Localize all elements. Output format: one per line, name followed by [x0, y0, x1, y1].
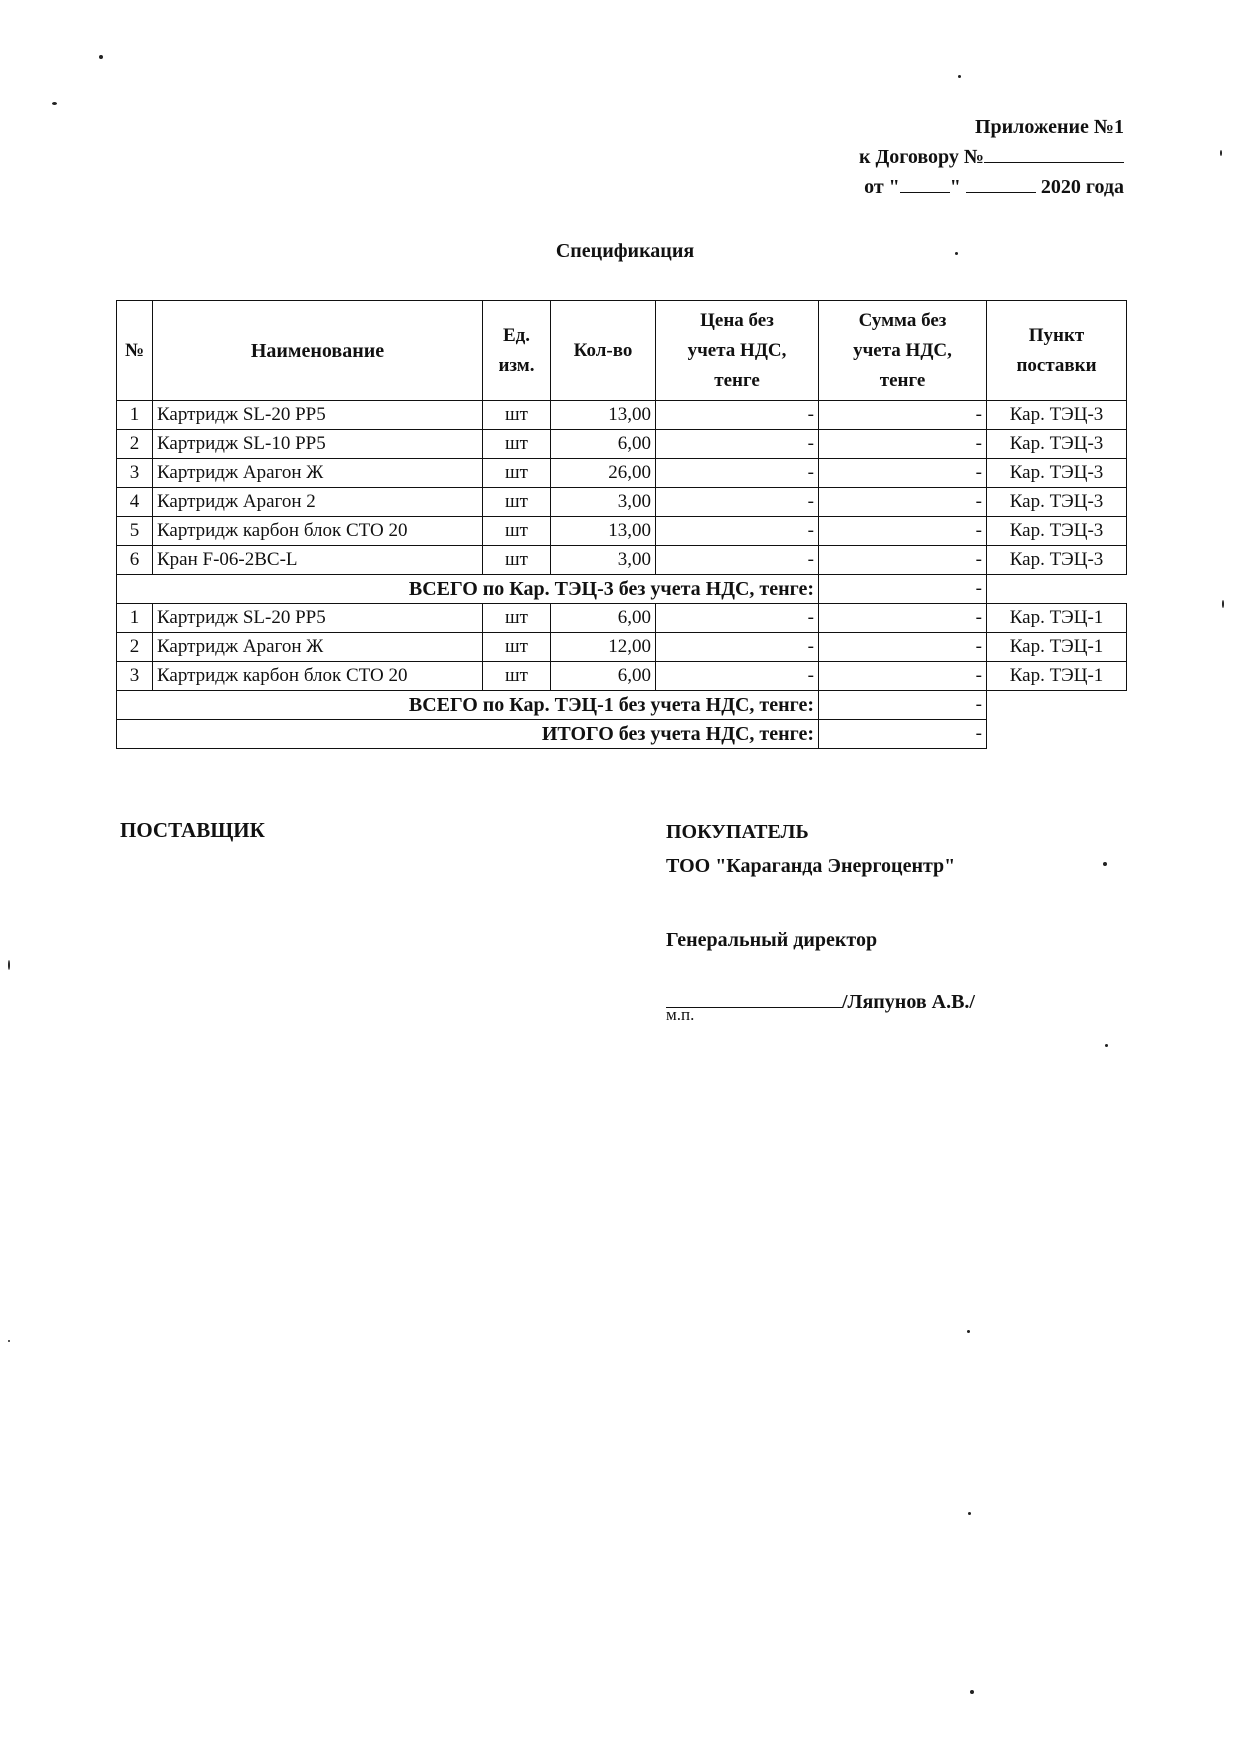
table-row [117, 546, 1127, 575]
row-name: Картридж SL-20 PP5 [153, 401, 483, 430]
row-sum: - [819, 401, 987, 430]
row-num: 2 [117, 633, 153, 662]
row-sum: - [819, 430, 987, 459]
row-place: Кар. ТЭЦ-3 [987, 488, 1127, 517]
row-price: - [656, 662, 819, 691]
scan-speck [1103, 862, 1107, 866]
scan-speck [968, 1512, 971, 1515]
row-sum: - [819, 604, 987, 633]
row-qty: 6,00 [551, 430, 656, 459]
date-year: 2020 года [1040, 176, 1124, 198]
row-num: 1 [117, 401, 153, 430]
subtotal-value: - [819, 575, 987, 604]
row-name: Картридж карбон блок СТО 20 [153, 517, 483, 546]
row-place: Кар. ТЭЦ-3 [987, 459, 1127, 488]
row-price: - [656, 546, 819, 575]
buyer-label: ПОКУПАТЕЛЬ [666, 821, 809, 843]
buyer-role: Генеральный директор [666, 929, 878, 951]
scan-speck [52, 102, 57, 105]
place-header-line: Пункт [1028, 324, 1085, 346]
row-price: - [656, 488, 819, 517]
table-row [117, 459, 1127, 488]
subtotal-label: ВСЕГО по Кар. ТЭЦ-3 без учета НДС, тенге: [117, 575, 819, 604]
subtotal-row-tec1 [117, 691, 1127, 720]
row-unit: шт [483, 546, 551, 575]
row-unit: шт [483, 488, 551, 517]
sum-header-line: учета НДС, [853, 339, 952, 361]
row-place: Кар. ТЭЦ-3 [987, 430, 1127, 459]
row-place: Кар. ТЭЦ-3 [987, 517, 1127, 546]
row-name: Картридж Арагон Ж [153, 459, 483, 488]
contract-number-blank [984, 144, 1124, 163]
document-header [859, 112, 1124, 202]
row-qty: 26,00 [551, 459, 656, 488]
sum-header-line: Сумма без [858, 309, 947, 331]
column-header-place [987, 301, 1127, 401]
row-sum: - [819, 546, 987, 575]
scan-speck [1105, 1044, 1108, 1047]
subtotal-value: - [819, 691, 987, 720]
subtotal-row-tec3 [117, 575, 1127, 604]
table-row [117, 604, 1127, 633]
row-unit: шт [483, 401, 551, 430]
row-name: Картридж Арагон 2 [153, 488, 483, 517]
row-sum: - [819, 633, 987, 662]
row-sum: - [819, 488, 987, 517]
row-unit: шт [483, 633, 551, 662]
row-sum: - [819, 459, 987, 488]
column-header-unit [483, 301, 551, 401]
price-header-line: тенге [714, 369, 760, 391]
row-price: - [656, 604, 819, 633]
supplier-label: ПОСТАВЩИК [120, 818, 265, 842]
row-qty: 13,00 [551, 401, 656, 430]
scan-speck [8, 960, 10, 970]
row-num: 2 [117, 430, 153, 459]
appendix-title: Приложение №1 [974, 116, 1124, 138]
place-header-line: поставки [1016, 354, 1097, 376]
row-qty: 13,00 [551, 517, 656, 546]
row-unit: шт [483, 459, 551, 488]
signature-line [666, 985, 975, 1019]
row-unit: шт [483, 430, 551, 459]
unit-header-line: изм. [498, 354, 535, 376]
row-qty: 6,00 [551, 604, 656, 633]
column-header-sum [819, 301, 987, 401]
row-name: Картридж карбон блок СТО 20 [153, 662, 483, 691]
stamp-label: м.п. [666, 1005, 695, 1024]
date-month-blank [966, 174, 1036, 193]
contract-reference [859, 142, 1124, 172]
row-qty: 3,00 [551, 546, 656, 575]
specification-table [116, 300, 1127, 749]
row-num: 5 [117, 517, 153, 546]
row-sum: - [819, 517, 987, 546]
date-day-blank [900, 174, 950, 193]
row-price: - [656, 430, 819, 459]
row-num: 1 [117, 604, 153, 633]
buyer-block [666, 815, 975, 1019]
table-row [117, 430, 1127, 459]
row-place: Кар. ТЭЦ-3 [987, 401, 1127, 430]
row-price: - [656, 459, 819, 488]
document-title: Спецификация [555, 240, 695, 262]
buyer-name: /Ляпунов А.В./ [842, 991, 975, 1013]
scan-speck [958, 75, 961, 78]
date-mid: " [949, 176, 961, 198]
column-header-price [656, 301, 819, 401]
table-row [117, 517, 1127, 546]
grand-total-row [117, 720, 1127, 749]
row-num: 3 [117, 662, 153, 691]
table-header-row [117, 301, 1127, 401]
grand-total-value: - [819, 720, 987, 749]
row-price: - [656, 517, 819, 546]
row-sum: - [819, 662, 987, 691]
table-row [117, 401, 1127, 430]
scan-speck [955, 252, 958, 255]
row-place: Кар. ТЭЦ-1 [987, 662, 1127, 691]
scan-speck [1222, 600, 1224, 608]
table-row [117, 633, 1127, 662]
row-qty: 12,00 [551, 633, 656, 662]
row-price: - [656, 633, 819, 662]
empty-cell [987, 691, 1127, 720]
row-name: Картридж SL-20 PP5 [153, 604, 483, 633]
row-name: Картридж Арагон Ж [153, 633, 483, 662]
row-place: Кар. ТЭЦ-3 [987, 546, 1127, 575]
price-header-line: Цена без [700, 309, 774, 331]
contract-prefix: к Договору № [859, 146, 984, 168]
scan-speck [1220, 150, 1222, 156]
row-num: 3 [117, 459, 153, 488]
row-qty: 6,00 [551, 662, 656, 691]
scan-speck [8, 1340, 10, 1342]
row-qty: 3,00 [551, 488, 656, 517]
column-header-name: Наименование [153, 301, 483, 401]
row-name: Кран F-06-2BC-L [153, 546, 483, 575]
column-header-num: № [117, 301, 153, 401]
date-prefix: от " [864, 176, 900, 198]
row-price: - [656, 401, 819, 430]
row-name: Картридж SL-10 PP5 [153, 430, 483, 459]
column-header-qty: Кол-во [551, 301, 656, 401]
scan-speck [970, 1690, 974, 1694]
empty-cell [987, 720, 1127, 749]
row-unit: шт [483, 662, 551, 691]
row-place: Кар. ТЭЦ-1 [987, 633, 1127, 662]
table-row [117, 488, 1127, 517]
sum-header-line: тенге [879, 369, 926, 391]
buyer-company: ТОО "Караганда Энергоцентр" [666, 855, 956, 877]
row-unit: шт [483, 517, 551, 546]
scan-speck [99, 55, 103, 59]
row-unit: шт [483, 604, 551, 633]
subtotal-label: ВСЕГО по Кар. ТЭЦ-1 без учета НДС, тенге: [117, 691, 819, 720]
table-row [117, 662, 1127, 691]
price-header-line: учета НДС, [687, 339, 787, 361]
unit-header-line: Ед. [502, 324, 531, 346]
row-num: 6 [117, 546, 153, 575]
row-num: 4 [117, 488, 153, 517]
grand-total-label: ИТОГО без учета НДС, тенге: [117, 720, 819, 749]
empty-cell [987, 575, 1127, 604]
scan-speck [967, 1330, 970, 1333]
contract-date [859, 172, 1124, 202]
row-place: Кар. ТЭЦ-1 [987, 604, 1127, 633]
